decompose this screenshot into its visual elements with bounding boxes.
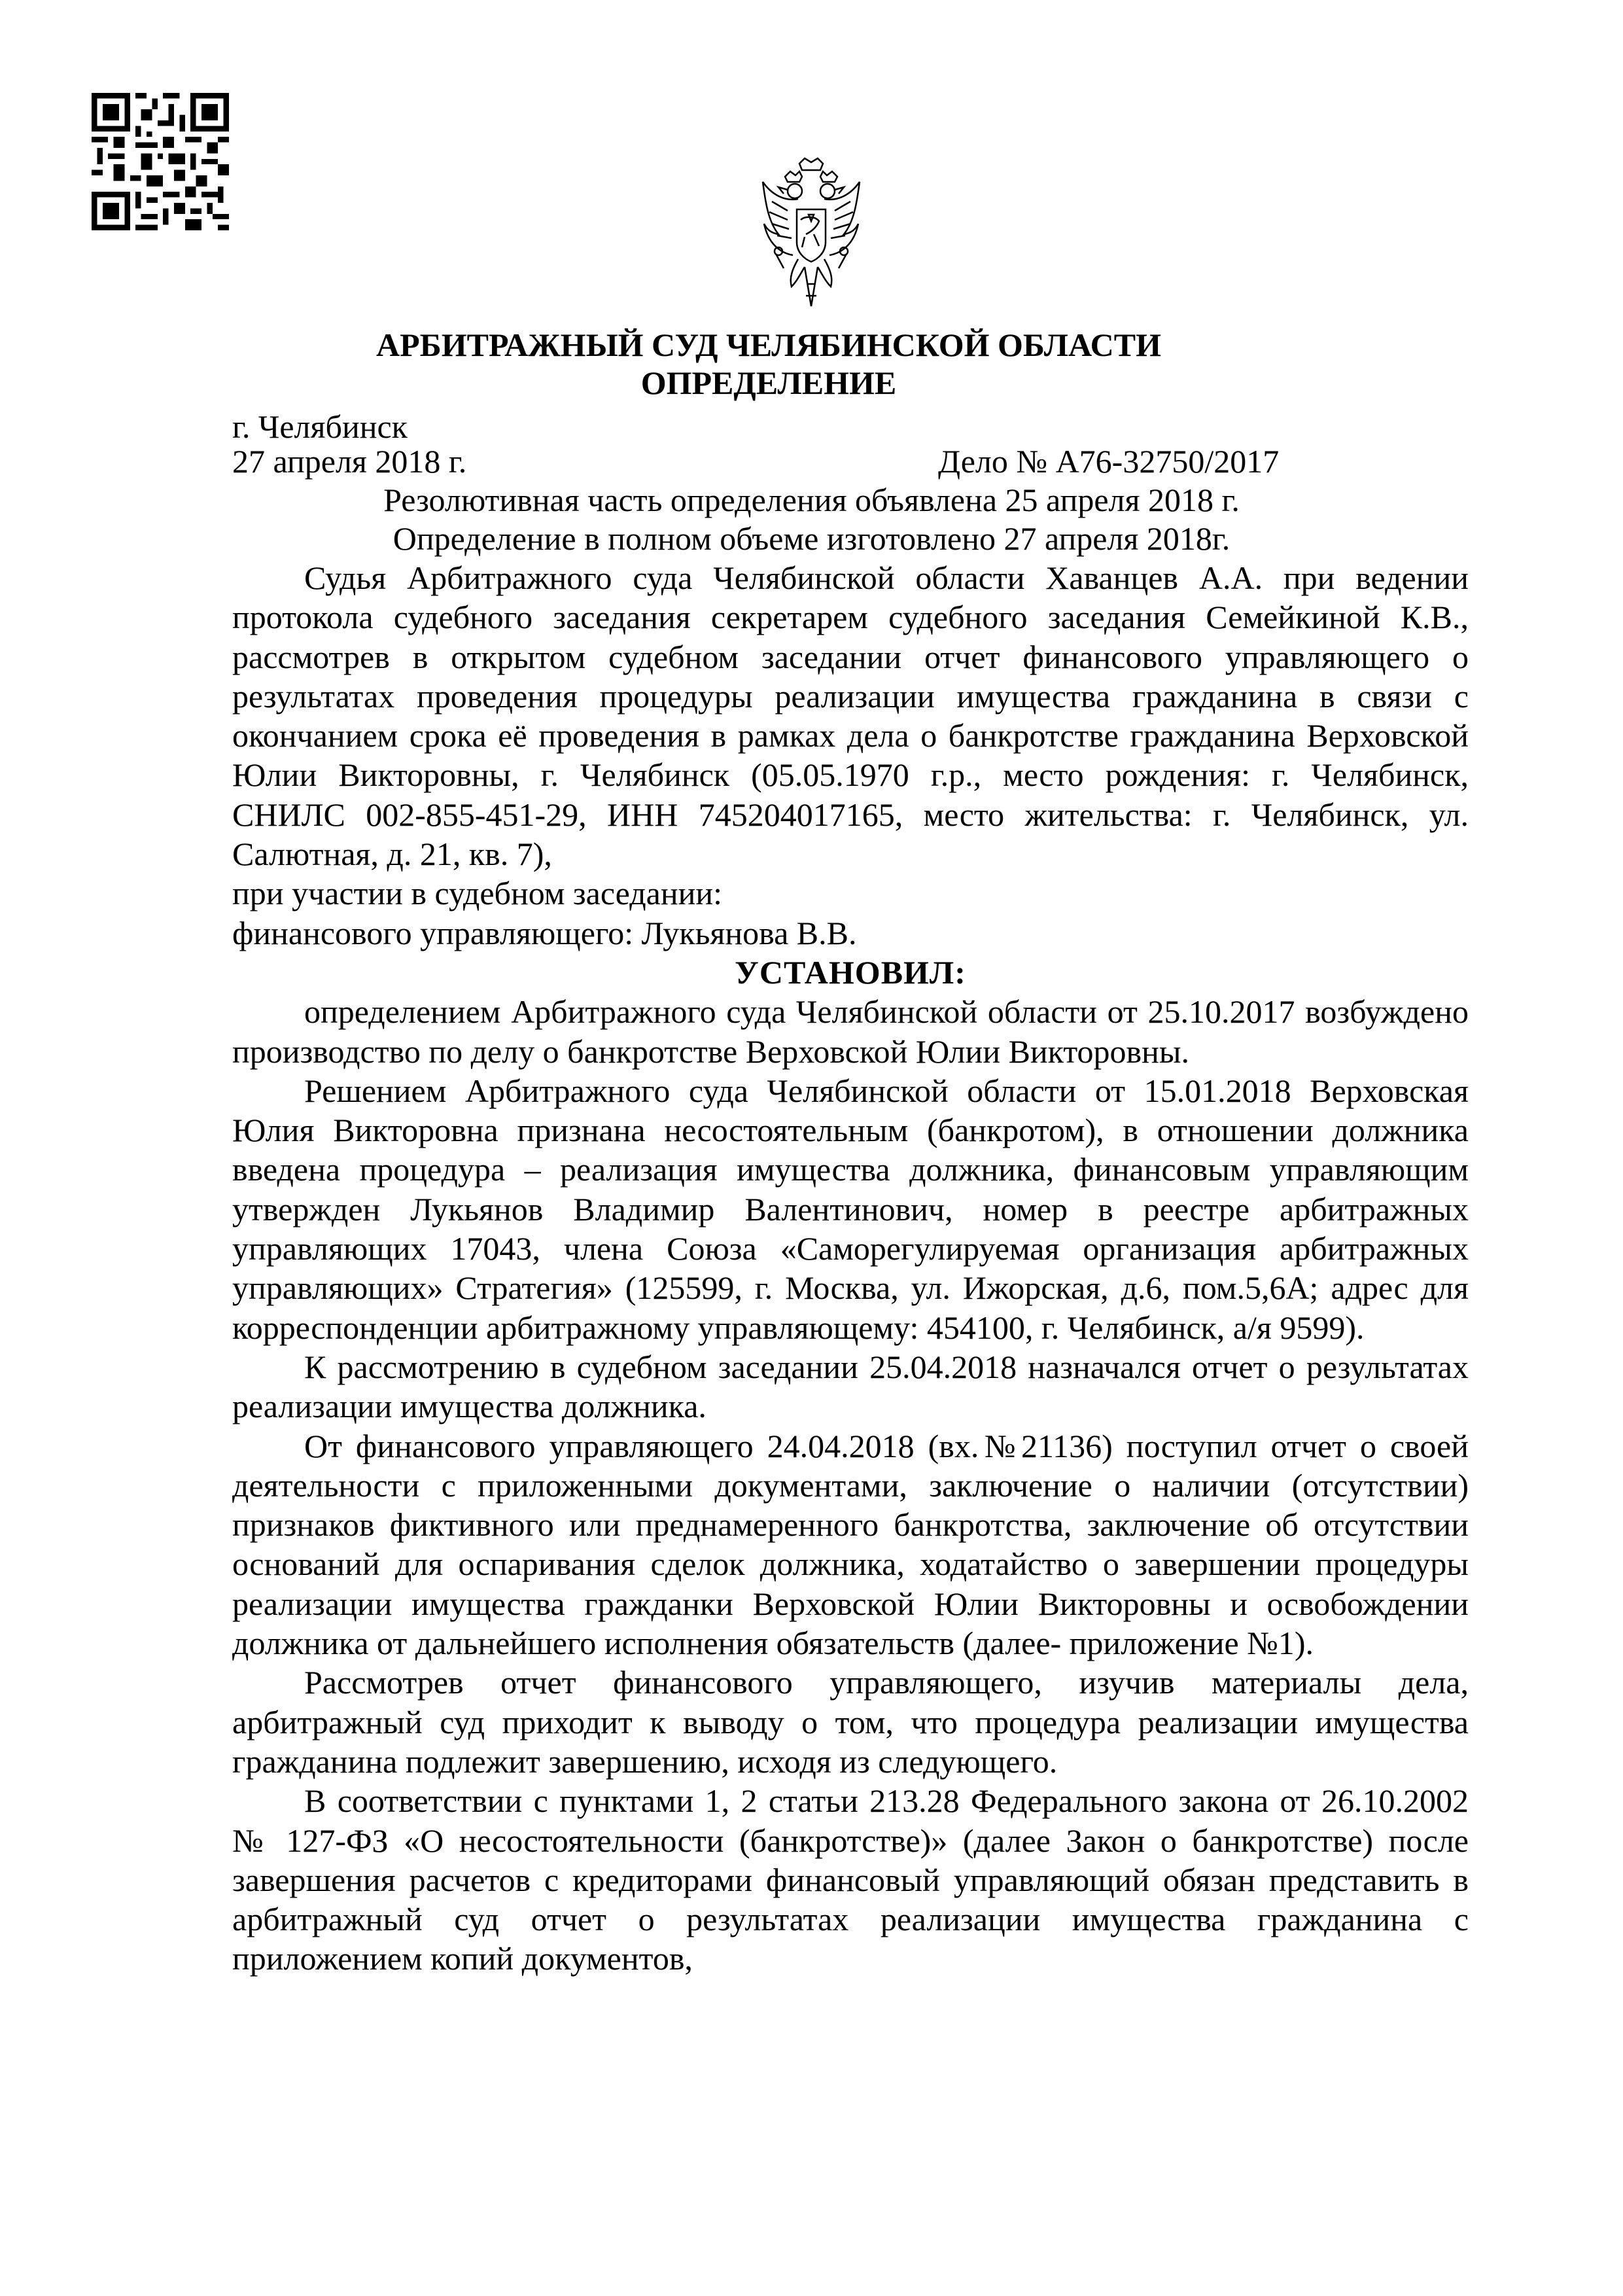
body-paragraph: К рассмотрению в судебном заседании 25.04.2018 назначался отчет о результатах реализации имущества должника. bbox=[232, 1348, 1469, 1425]
body-paragraph: Рассмотрев отчет финансового управляющего, изучив материалы дела, арбитражный суд приходит к выводу о том, что процедура реализации имущества гражданина подлежит завершению, исходя из следующего. bbox=[232, 1664, 1469, 1780]
case-number: Дело № А76-32750/2017 bbox=[938, 443, 1280, 480]
city: г. Челябинск bbox=[232, 408, 408, 445]
coat-of-arms-emblem bbox=[759, 156, 864, 313]
document-body bbox=[232, 558, 1469, 1979]
document-date: 27 апреля 2018 г. bbox=[232, 443, 467, 480]
document-title: ОПРЕДЕЛЕНИЕ bbox=[640, 364, 897, 401]
participation-line: при участии в судебном заседании: bbox=[232, 875, 722, 912]
court-name: АРБИТРАЖНЫЙ СУД ЧЕЛЯБИНСКОЙ ОБЛАСТИ bbox=[376, 327, 1161, 363]
qr-code bbox=[92, 93, 229, 230]
body-paragraph: определением Арбитражного суда Челябинской области от 25.10.2017 возбуждено производство по делу о банкротстве Верховской Юлии Викторовны. bbox=[232, 993, 1469, 1070]
body-paragraph: От финансового управляющего 24.04.2018 (вх.№21136) поступил отчет о своей деятельности с приложенными документами, заключение о наличии (отсутствии) признаков фиктивного или преднамеренного банкротства, заключение об отсутствии оснований для оспаривания сделок должника, ходатайство о завершении процедуры реализации имущества гражданки Верховской Юлии Викторовны и освобождении должника от дальнейшего исполнения обязательств (далее- приложение №1). bbox=[232, 1427, 1469, 1662]
full-text-note: Определение в полном объеме изготовлено 27 апреля 2018г. bbox=[393, 520, 1230, 557]
intro-paragraph: Судья Арбитражного суда Челябинской области Хаванцев А.А. при ведении протокола судебного заседания секретарем судебного заседания Семейкиной К.В., рассмотрев в открытом судебном заседании отчет финансового управляющего о результатах проведения процедуры реализации имущества гражданина в связи с окончанием срока её проведения в рамках дела о банкротстве гражданина Верховской Юлии Викторовны, г. Челябинск (05.05.1970 г.р., место рождения: г. Челябинск, СНИЛС 002-855-451-29, ИНН 745204017165, место жительства: г. Челябинск, ул. Салютная, д. 21, кв. 7), bbox=[232, 559, 1469, 873]
resolution-note: Резолютивная часть определения объявлена 25 апреля 2018 г. bbox=[383, 482, 1240, 518]
body-paragraph: В соответствии с пунктами 1, 2 статьи 213.28 Федерального закона от 26.10.2002 № 127-ФЗ «О несостоятельности (банкротстве)» (далее Закон о банкротстве) после завершения расчетов с кредиторами финансовый управляющий обязан представить в арбитражный суд отчет о результатах реализации имущества гражданина с приложением копий документов, bbox=[232, 1782, 1469, 1977]
body-paragraph: Решением Арбитражного суда Челябинской области от 15.01.2018 Верховская Юлия Викторовна признана несостоятельным (банкротом), в отношении должника введена процедура – реализация имущества должника, финансовым управляющим утвержден Лукьянов Владимир Валентинович, номер в реестре арбитражных управляющих 17043, члена Союза «Саморегулируемая организация арбитражных управляющих» Стратегия» (125599, г. Москва, ул. Ижорская, д.6, пом.5,6А; адрес для корреспонденции арбитражному управляющему: 454100, г. Челябинск, а/я 9599). bbox=[232, 1072, 1469, 1346]
established-heading: УСТАНОВИЛ: bbox=[735, 953, 966, 991]
manager-line: финансового управляющего: Лукьянова В.В. bbox=[232, 914, 857, 951]
